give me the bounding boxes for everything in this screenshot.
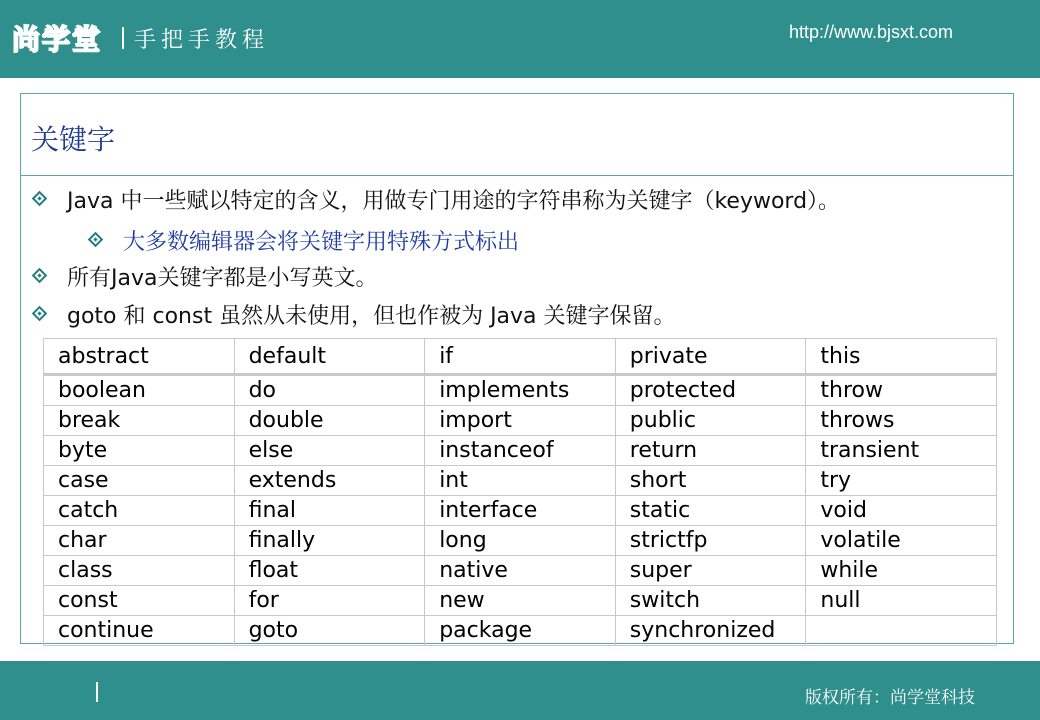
keyword-cell: switch <box>615 586 806 616</box>
header-subtitle: 手把手教程 <box>134 27 270 53</box>
diamond-bullet-icon <box>34 308 47 321</box>
footer-bar <box>0 661 1040 720</box>
keyword-cell: synchronized <box>615 616 806 646</box>
slide-title: 关键字 <box>31 123 116 156</box>
keyword-cell: extends <box>234 466 425 496</box>
keyword-cell: throws <box>806 406 997 436</box>
diamond-bullet-icon <box>34 270 47 283</box>
keyword-cell: int <box>425 466 616 496</box>
keyword-cell: throw <box>806 375 997 406</box>
keyword-cell: return <box>615 436 806 466</box>
keyword-cell: strictfp <box>615 526 806 556</box>
keyword-cell: default <box>234 339 425 375</box>
slide-title-bar <box>21 94 1013 176</box>
keyword-cell: implements <box>425 375 616 406</box>
keyword-cell: final <box>234 496 425 526</box>
keyword-cell: volatile <box>806 526 997 556</box>
table-row <box>44 586 997 616</box>
keyword-cell: short <box>615 466 806 496</box>
bullet-item <box>34 299 676 330</box>
keyword-cell: while <box>806 556 997 586</box>
keyword-cell: null <box>806 586 997 616</box>
bullet-item <box>34 261 377 292</box>
keyword-cell: package <box>425 616 616 646</box>
keyword-cell: new <box>425 586 616 616</box>
keyword-cell <box>806 616 997 646</box>
table-row <box>44 375 997 406</box>
keyword-cell: double <box>234 406 425 436</box>
table-row <box>44 406 997 436</box>
keyword-cell: protected <box>615 375 806 406</box>
java-keywords-table <box>43 338 997 646</box>
logo-mark: 尚学堂 <box>12 23 103 56</box>
diamond-bullet-icon <box>34 193 47 206</box>
keyword-cell: instanceof <box>425 436 616 466</box>
keyword-cell: byte <box>44 436 235 466</box>
keyword-cell: case <box>44 466 235 496</box>
keyword-cell: char <box>44 526 235 556</box>
table-row <box>44 339 997 375</box>
table-row <box>44 556 997 586</box>
table-row <box>44 436 997 466</box>
keyword-cell: if <box>425 339 616 375</box>
table-row <box>44 466 997 496</box>
bullet-text: goto 和 const 虽然从未使用，但也作被为 Java 关键字保留。 <box>67 304 676 329</box>
bullet-text: 所有Java关键字都是小写英文。 <box>67 266 378 291</box>
bullet-text: 大多数编辑器会将关键字用特殊方式标出 <box>123 230 520 255</box>
keyword-cell: else <box>234 436 425 466</box>
website-url[interactable]: http://www.bjsxt.com <box>789 22 954 42</box>
keyword-cell: for <box>234 586 425 616</box>
keyword-cell: static <box>615 496 806 526</box>
keyword-cell: private <box>615 339 806 375</box>
keyword-cell: this <box>806 339 997 375</box>
keyword-cell: class <box>44 556 235 586</box>
keyword-cell: continue <box>44 616 235 646</box>
table-row <box>44 526 997 556</box>
keyword-cell: try <box>806 466 997 496</box>
keyword-cell: void <box>806 496 997 526</box>
keyword-cell: native <box>425 556 616 586</box>
bullet-text: Java 中一些赋以特定的含义，用做专门用途的字符串称为关键字（keyword）。 <box>67 189 841 214</box>
keyword-cell: float <box>234 556 425 586</box>
keyword-cell: long <box>425 526 616 556</box>
keyword-cell: interface <box>425 496 616 526</box>
keyword-cell: catch <box>44 496 235 526</box>
diamond-bullet-icon <box>90 234 103 247</box>
footer-divider <box>96 682 98 702</box>
keyword-cell: abstract <box>44 339 235 375</box>
keyword-cell: super <box>615 556 806 586</box>
logo-divider <box>122 27 124 49</box>
keyword-cell: import <box>425 406 616 436</box>
table-row <box>44 496 997 526</box>
table-row <box>44 616 997 646</box>
keyword-cell: break <box>44 406 235 436</box>
keyword-cell: do <box>234 375 425 406</box>
copyright-text: 版权所有：尚学堂科技 <box>805 688 975 708</box>
keyword-cell: const <box>44 586 235 616</box>
keyword-cell: public <box>615 406 806 436</box>
keyword-cell: finally <box>234 526 425 556</box>
keyword-cell: goto <box>234 616 425 646</box>
header-bar <box>0 0 1040 78</box>
keyword-cell: boolean <box>44 375 235 406</box>
bullet-item <box>34 184 840 215</box>
keyword-cell: transient <box>806 436 997 466</box>
brand-logo <box>12 18 269 58</box>
sub-bullet-item <box>90 225 519 256</box>
